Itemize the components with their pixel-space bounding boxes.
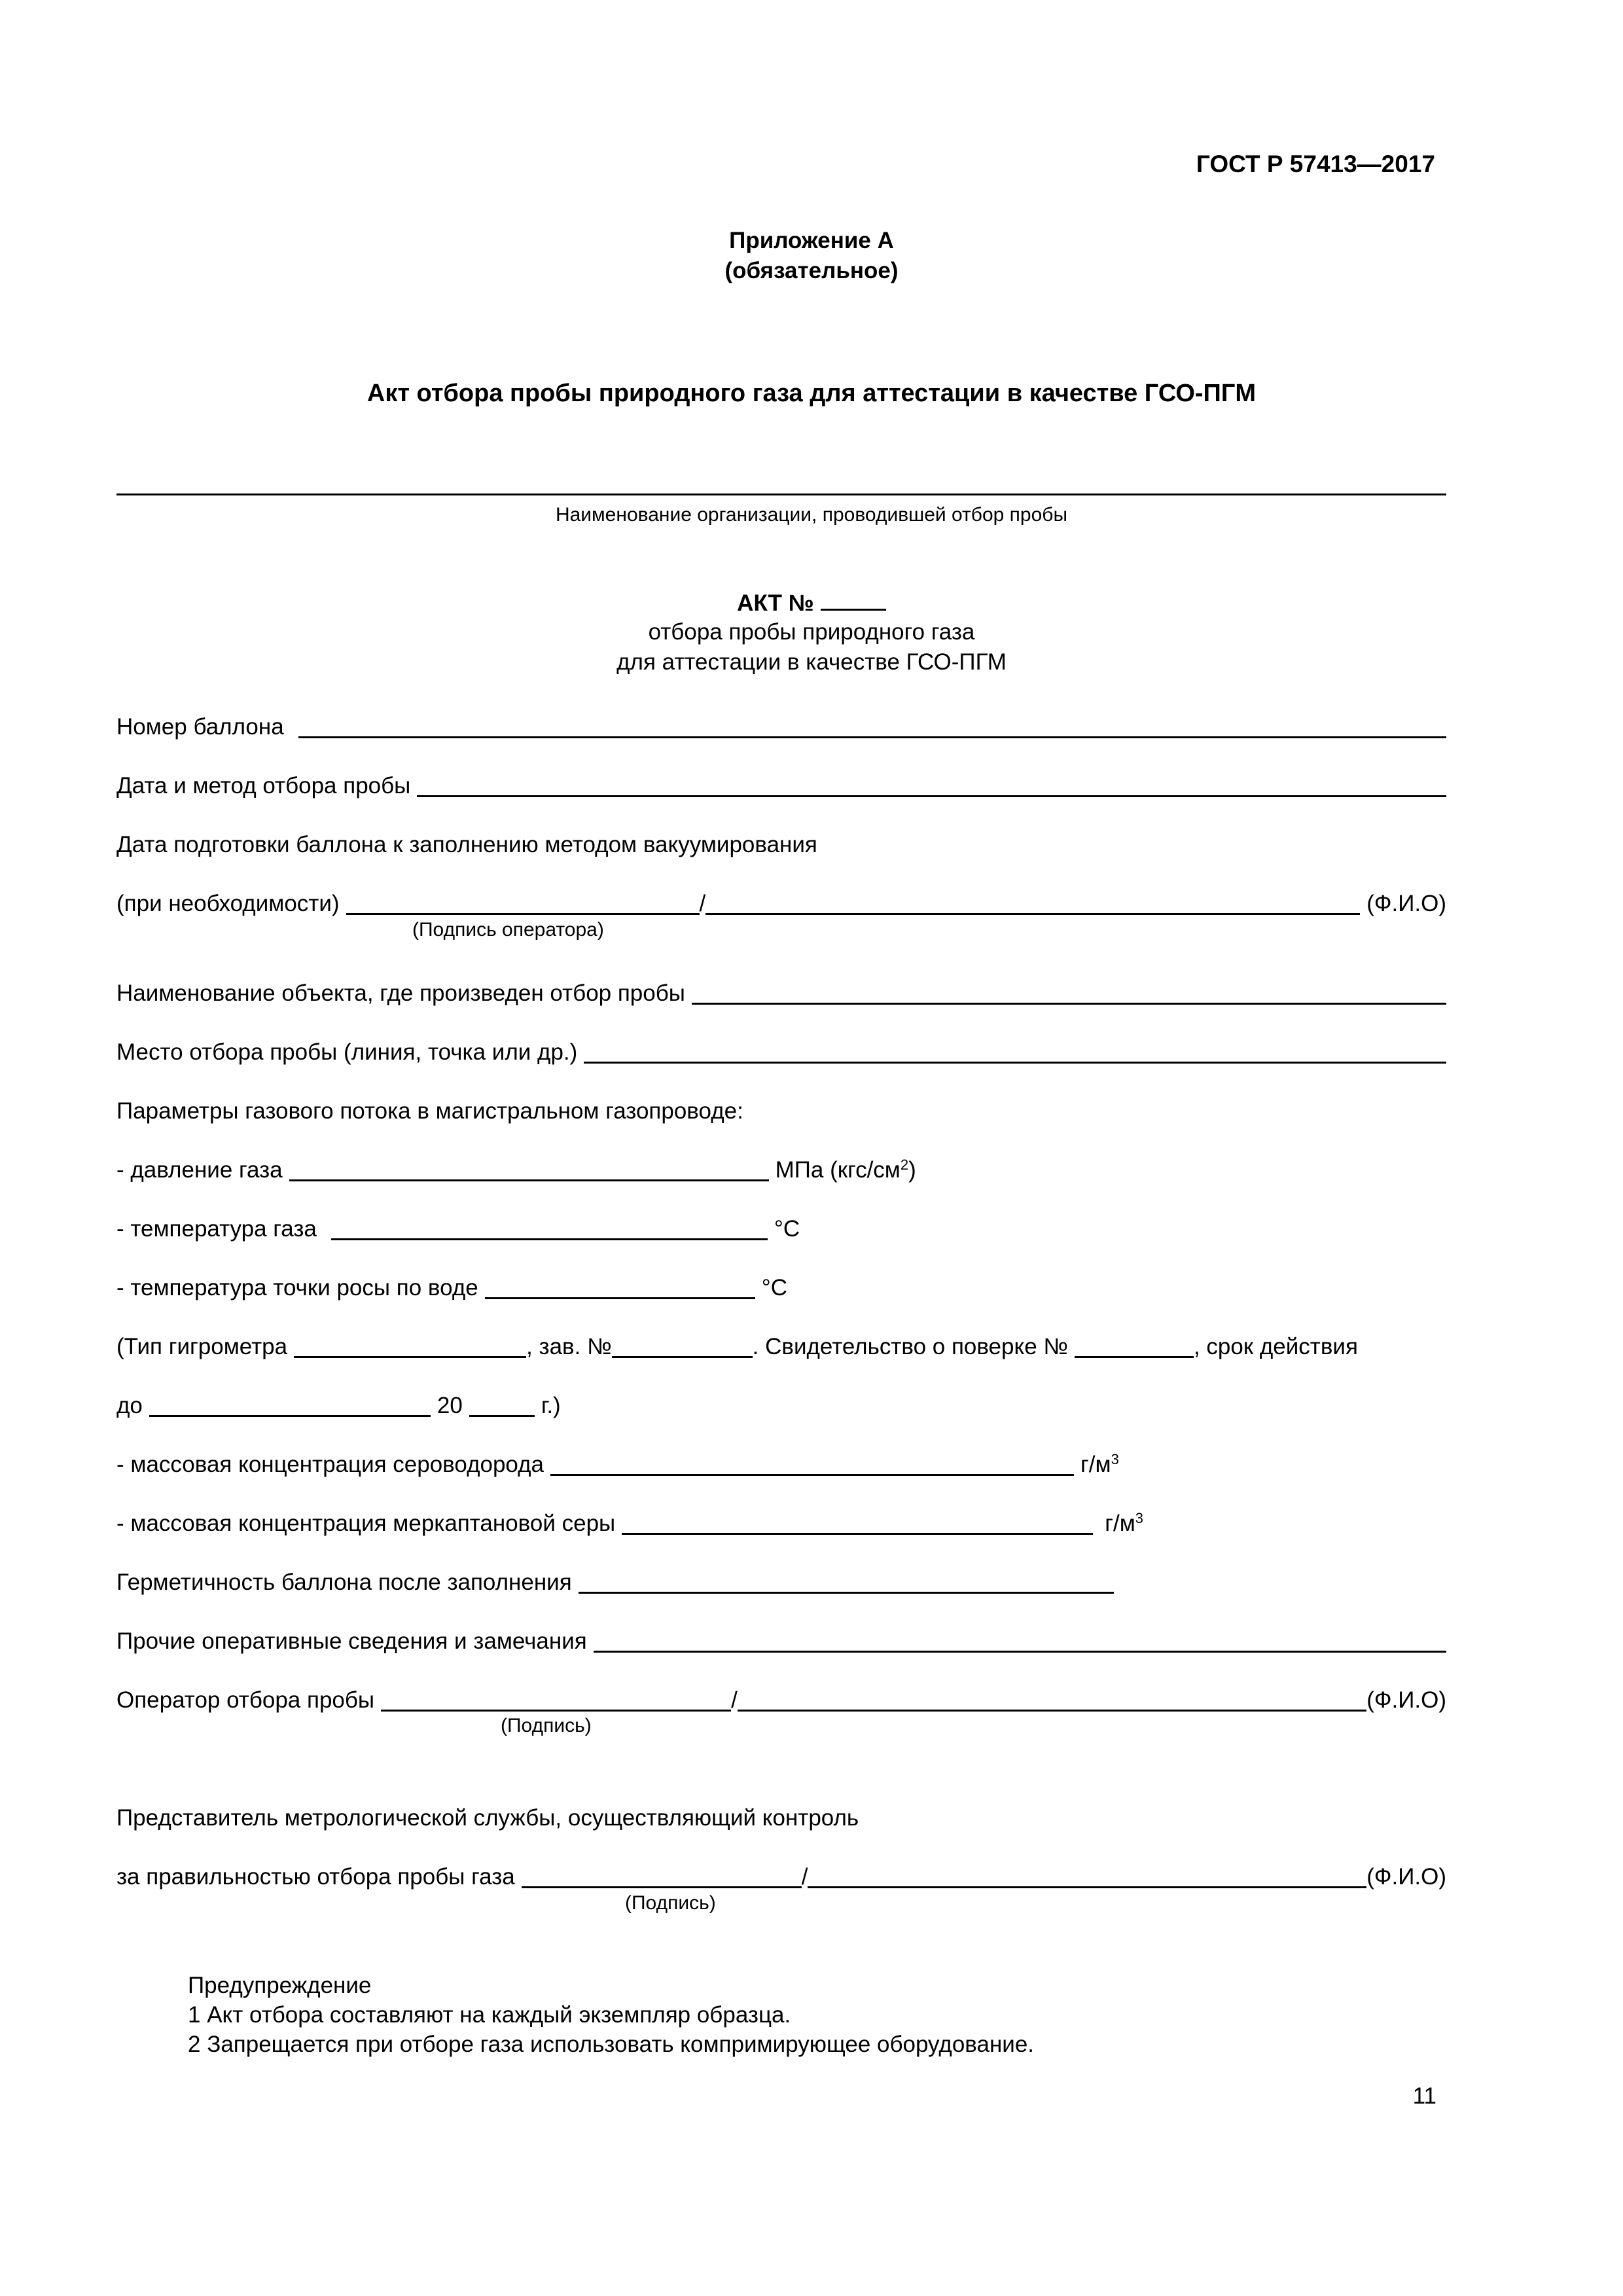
caption-operator-signature-2: (Подпись) (501, 1715, 592, 1736)
field-pressure[interactable] (289, 1155, 769, 1181)
label-flow-params: Параметры газового потока в магистральном газопроводе: (116, 1098, 743, 1124)
row-operator (116, 1679, 1446, 1712)
field-metrology-fio[interactable] (808, 1861, 1366, 1888)
act-subtitle-2: для аттестации в качестве ГСО-ПГМ (616, 649, 1007, 675)
row-metrology-rep (116, 1797, 1446, 1829)
unit-pressure: МПа $(кгс/см^2)$ (775, 1157, 916, 1183)
field-mercaptan[interactable] (622, 1508, 1093, 1535)
field-other-info[interactable] (594, 1626, 1446, 1653)
label-other-info: Прочие оперативные сведения и замечания (116, 1628, 587, 1654)
field-hygrometer-type[interactable] (294, 1331, 526, 1358)
label-correctness: за правильностью отбора пробы газа (116, 1864, 515, 1890)
notes-heading: Предупреждение (188, 1973, 372, 1998)
document-title: Акт отбора пробы природного газа для аттестации в качестве ГСО-ПГМ (366, 380, 1257, 407)
caption-operator-signature: (Подпись оператора) (412, 919, 604, 941)
label-tightness: Герметичность баллона после заполнения (116, 1570, 572, 1595)
label-fio-3: (Ф.И.О) (1366, 1864, 1446, 1890)
act-subtitle-1: отбора пробы природного газа (648, 619, 975, 645)
label-serial-no: , зав. № (526, 1334, 612, 1359)
label-validity: , срок действия (1193, 1334, 1358, 1359)
field-certificate-no[interactable] (1075, 1331, 1194, 1358)
unit-temperature: °С (774, 1216, 800, 1242)
label-until: до (116, 1393, 143, 1418)
row-tightness (116, 1561, 1446, 1594)
row-temperature (116, 1208, 1446, 1240)
row-prep-date (116, 823, 1446, 856)
note-item-2: 2 Запрещается при отборе газа использовать компримирующее оборудование. (188, 2032, 1035, 2057)
row-prep-signature (116, 882, 1446, 915)
act-number-field[interactable] (821, 589, 886, 611)
label-operator: Оператор отбора пробы (116, 1687, 375, 1713)
row-correctness (116, 1856, 1446, 1888)
slash-2: / (731, 1687, 738, 1713)
field-validity-year[interactable] (469, 1390, 535, 1417)
label-pressure: - давление газа (116, 1157, 283, 1183)
row-hygrometer (116, 1325, 1446, 1358)
label-hygrometer-type: (Тип гигрометра (116, 1334, 288, 1359)
field-metrology-signature[interactable] (522, 1861, 802, 1888)
label-year-suffix: г.) (541, 1393, 561, 1418)
label-sampling-place: Место отбора пробы (линия, точка или др.) (116, 1039, 578, 1065)
label-sampling-date: Дата и метод отбора пробы (116, 773, 411, 798)
field-sampling-date[interactable] (417, 770, 1446, 797)
label-object-name: Наименование объекта, где произведен отбор пробы (116, 980, 685, 1006)
row-other-info (116, 1620, 1446, 1653)
label-fio-2: (Ф.И.О) (1366, 1687, 1446, 1713)
appendix-label: Приложение А (729, 228, 894, 253)
unit-dew-point: °С (761, 1275, 787, 1300)
slash-3: / (801, 1864, 808, 1890)
field-dew-point[interactable] (485, 1272, 755, 1299)
label-cylinder-number: Номер баллона (116, 714, 284, 740)
field-temperature[interactable] (331, 1213, 768, 1240)
unit-h2s: $г/м^3$ (1080, 1451, 1119, 1477)
label-if-needed: (при необходимости) (116, 891, 340, 916)
field-cylinder-number[interactable] (298, 711, 1446, 738)
field-operator-fio[interactable] (705, 888, 1360, 915)
page-number: 11 (1412, 2083, 1436, 2109)
unit-mercaptan: $г/м^3$ (1105, 1510, 1144, 1536)
field-tightness[interactable] (579, 1567, 1114, 1594)
row-pressure (116, 1149, 1446, 1181)
row-validity-date (116, 1384, 1446, 1417)
organization-name-line[interactable] (116, 493, 1446, 495)
row-object-name (116, 972, 1446, 1005)
row-h2s (116, 1443, 1446, 1476)
label-mercaptan: - массовая концентрация меркаптановой серы (116, 1511, 616, 1536)
field-operator-signature[interactable] (346, 888, 700, 915)
field-sampling-place[interactable] (584, 1037, 1446, 1064)
act-number-heading (0, 589, 1623, 615)
field-operator-fio-2[interactable] (738, 1685, 1366, 1712)
field-validity-date[interactable] (149, 1390, 431, 1417)
field-object-name[interactable] (692, 978, 1446, 1005)
note-item-1: 1 Акт отбора составляют на каждый экземпляр образца. (188, 2002, 791, 2028)
field-operator-signature-2[interactable] (381, 1685, 731, 1712)
label-metrology-rep: Представитель метрологической службы, осуществляющий контроль (116, 1805, 859, 1831)
row-sampling-date (116, 764, 1446, 797)
label-fio: (Ф.И.О) (1366, 891, 1446, 916)
field-h2s[interactable] (550, 1449, 1074, 1476)
label-h2s: - массовая концентрация сероводорода (116, 1452, 544, 1477)
label-dew-point: - температура точки росы по воде (116, 1275, 478, 1300)
label-year-prefix: 20 (437, 1393, 463, 1418)
standard-number: ГОСТ Р 57413—2017 (1196, 151, 1435, 177)
row-cylinder-number (116, 706, 1446, 738)
row-sampling-place (116, 1031, 1446, 1064)
label-prep-date: Дата подготовки баллона к заполнению методом вакуумирования (116, 832, 817, 857)
row-flow-params (116, 1090, 1446, 1122)
row-dew-point (116, 1266, 1446, 1299)
slash: / (699, 891, 706, 916)
label-certificate: . Свидетельство о поверке № (752, 1334, 1068, 1359)
field-serial-no[interactable] (612, 1331, 753, 1358)
row-mercaptan (116, 1502, 1446, 1535)
organization-caption: Наименование организации, проводившей отбор пробы (555, 504, 1068, 526)
label-temperature: - температура газа (116, 1216, 317, 1242)
appendix-type: (обязательное) (724, 258, 899, 283)
caption-metrology-signature: (Подпись) (625, 1892, 716, 1914)
act-number-label: АКТ № (737, 590, 814, 616)
